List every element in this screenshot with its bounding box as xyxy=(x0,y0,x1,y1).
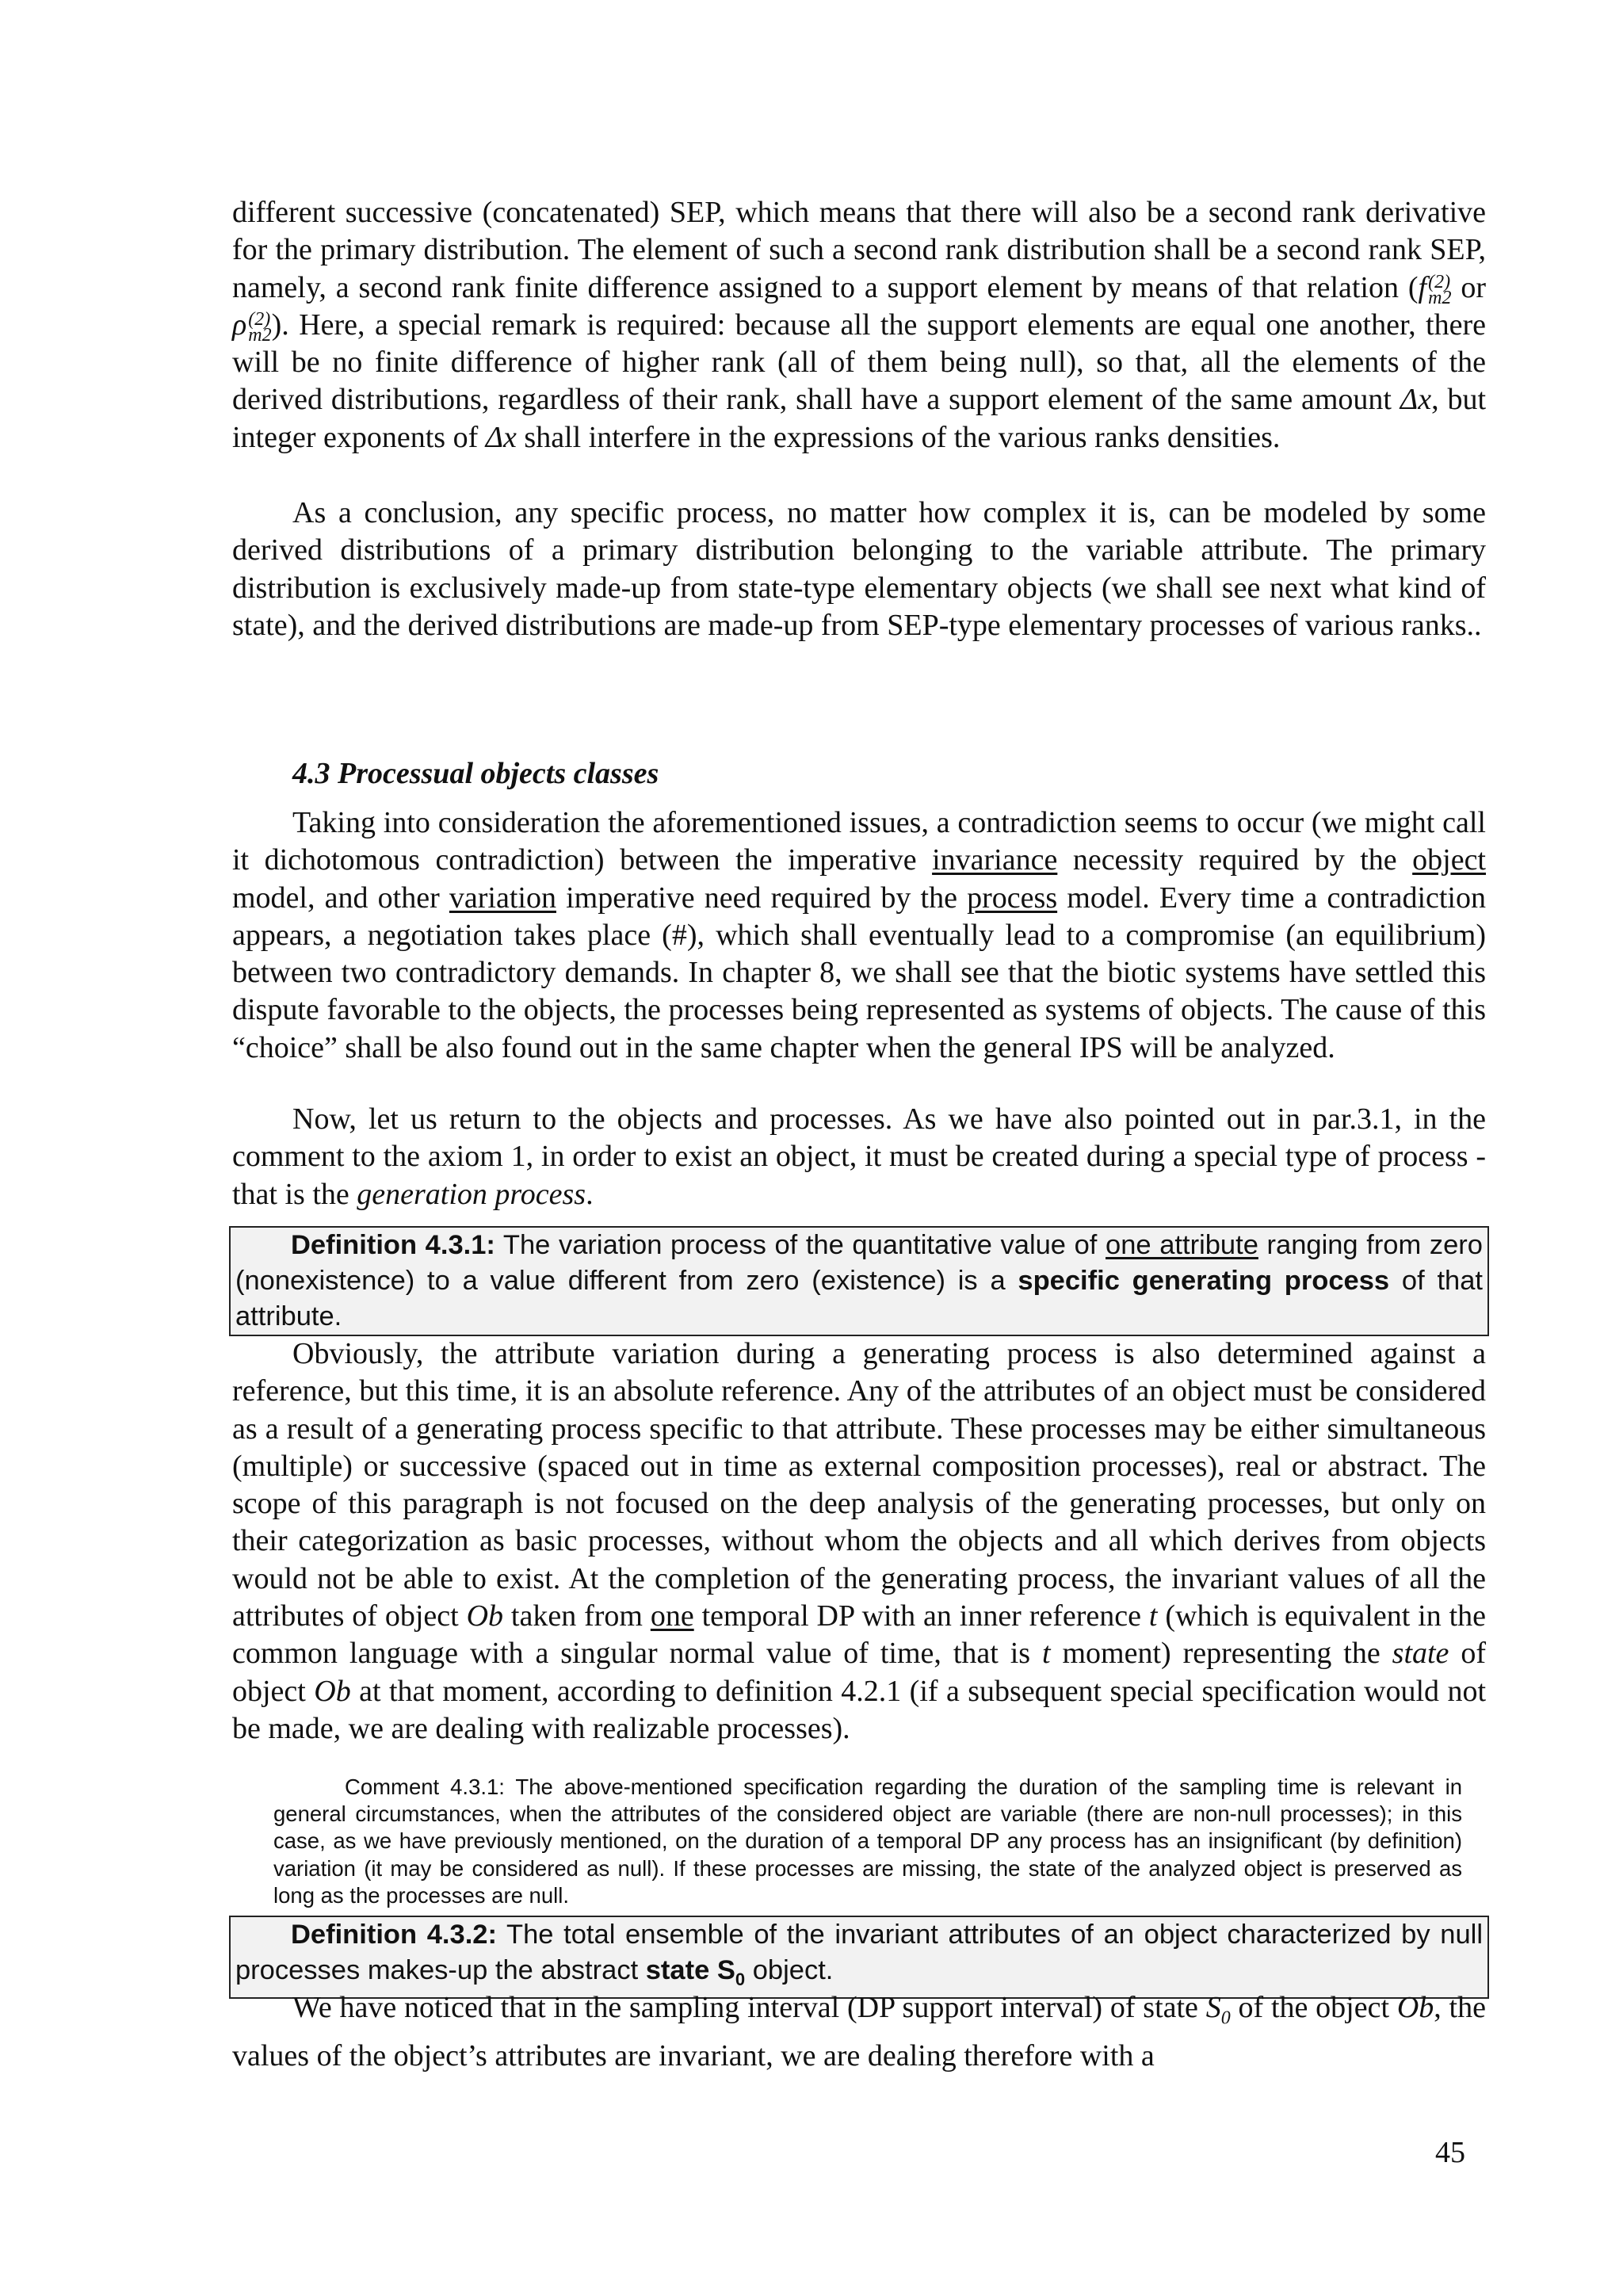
paragraph-generating-process xyxy=(232,1335,1486,1748)
definition-text: Definition 4.3.1: The variation process of the quantitative value of one attribute ranging from zero (nonexistence) to a value different from zero (existence) is a specific generating process of that attribute. xyxy=(229,1226,1489,1336)
definition-4-3-2-box xyxy=(232,1916,1486,1999)
definition-4-3-1-box xyxy=(232,1226,1486,1336)
comment-text: Comment 4.3.1: The above-mentioned specification regarding the duration of the sampling time is relevant in general circumstances, when the attributes of the considered object are variable (there are non-null processes); in this case, as we have previously mentioned, on the duration of a temporal DP any process has an insignificant (by definition) variation (it may be considered as null). If these processes are missing, the state of the analyzed object is preserved as long as the processes are null. xyxy=(273,1775,1462,1908)
comment-4-3-1 xyxy=(232,1774,1486,1909)
section-title: 4.3 Processual objects classes xyxy=(292,757,659,790)
definition-text: Definition 4.3.2: The total ensemble of the invariant attributes of an object characterized by null processes makes-up the abstract state $S_0$ object. xyxy=(229,1916,1489,1999)
paragraph-contradiction xyxy=(232,804,1486,1067)
section-heading xyxy=(232,755,1486,793)
f-m2-symbol: f (2) m2 xyxy=(1418,270,1452,308)
paragraph-text: Now, let us return to the objects and processes. As we have also pointed out in par.3.1, in the comment to the axiom 1, in order to exist an object, it must be created during a special type of process - that is the generation process. xyxy=(232,1102,1486,1211)
paragraph-sampling-interval xyxy=(232,1989,1486,2075)
page-number: 45 xyxy=(1435,2136,1465,2169)
paragraph-sep-derivative xyxy=(232,194,1486,457)
rho-m2-symbol: ρ (2) m2 xyxy=(232,308,272,346)
paragraph-objects-processes xyxy=(232,1101,1486,1213)
paragraph-text: Obviously, the attribute variation during a generating process is also determined against a reference, but this time, it is an absolute reference. Any of the attributes of an object must be considered as a result of a generating process specific to that attribute. These processes may be either simultaneous (multiple) or successive (spaced out in time as external composition processes), real or abstract. The scope of this paragraph is not focused on the deep analysis of the generating processes, but only on their categorization as basic processes, without whom the objects and all which derives from objects would not be able to exist. At the completion of the generating process, the invariant values of all the attributes of object Ob taken from one temporal DP with an inner reference t (which is equivalent in the common language with a singular normal value of time, that is t moment) representing the state of object Ob at that moment, according to definition 4.2.1 (if a subsequent special specification would not be made, we are dealing with realizable processes). xyxy=(232,1337,1487,1745)
paragraph-conclusion xyxy=(232,495,1486,644)
paragraph-text: Taking into consideration the aforementioned issues, a contradiction seems to occur (we might call it dichotomous contradiction) between the imperative invariance necessity required by the object model, and other variation imperative need required by the process model. Every time a contradiction appears, a negotiation takes place (#), which shall eventually lead to a compromise (an equilibrium) between two contradictory demands. In chapter 8, we shall see that the biotic systems have settled this dispute favorable to the objects, the processes being represented as systems of objects. The cause of this “choice” shall be also found out in the same chapter when the general IPS will be analyzed. xyxy=(232,806,1486,1064)
paragraph-text: different successive (concatenated) SEP, which means that there will also be a second rank derivative for the primary distribution. The element of such a second rank distribution shall be a second rank SEP, namely, a second rank finite difference assigned to a support element by means of that relation (f (2) m2 or ρ (2) m2 ). Here, a special remark is required: because all the support elements are equal one another, there will be no finite difference of higher rank (all of them being null), so that, all the elements of the derived distributions, regardless of their rank, shall have a support element of the same amount Δx, but integer exponents of Δx shall interfere in the expressions of the various ranks densities. xyxy=(232,196,1487,454)
paragraph-text: We have noticed that in the sampling interval (DP support interval) of state $S_0$ of the object Ob, the values of the object’s attributes are invariant, we are dealing therefore with a xyxy=(232,1991,1486,2073)
paragraph-text: As a conclusion, any specific process, no matter how complex it is, can be modeled by some derived distributions of a primary distribution belonging to the variable attribute. The primary distribution is exclusively made-up from state-type elementary objects (we shall see next what kind of state), and the derived distributions are made-up from SEP-type elementary processes of various ranks.. xyxy=(232,496,1486,642)
